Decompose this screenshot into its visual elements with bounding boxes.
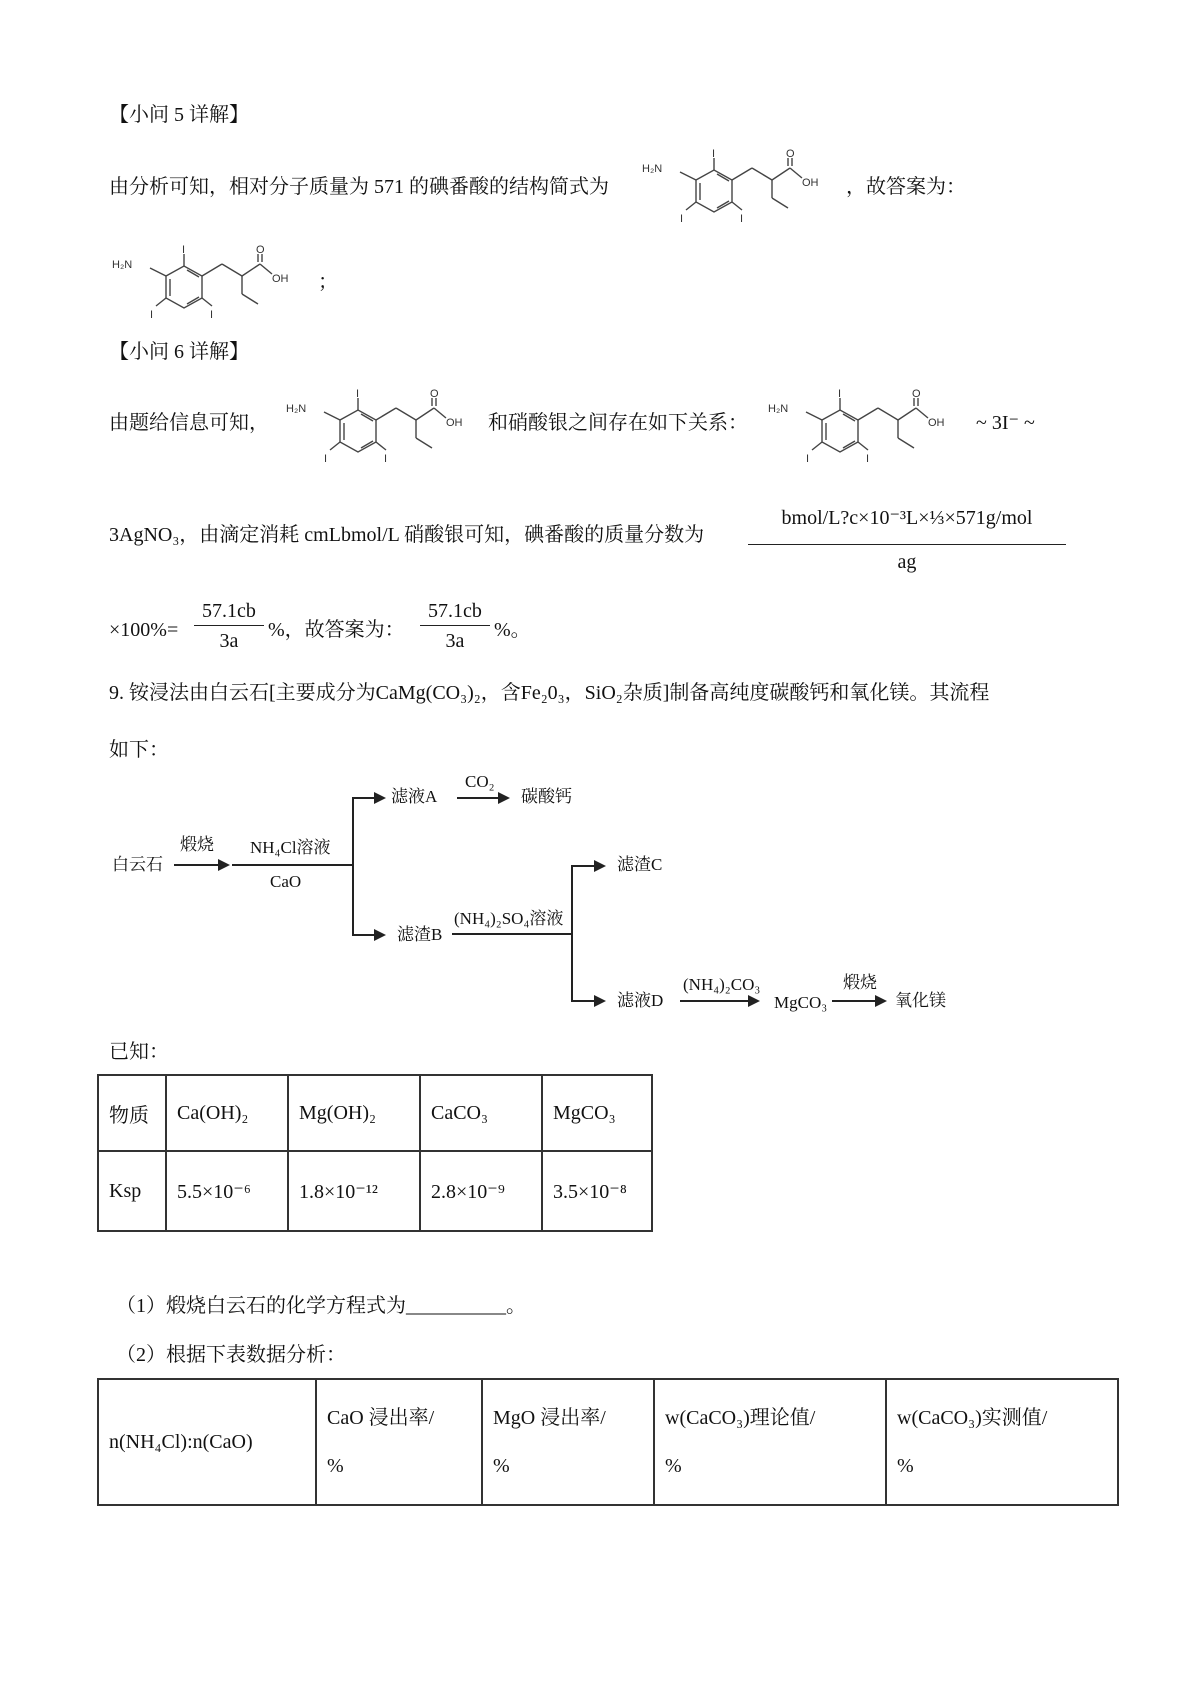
arrow-icon: [174, 864, 228, 866]
iodine-label: I: [740, 213, 744, 225]
answer-numerator: 57.1cb: [420, 600, 490, 626]
q5-heading: 【小问 5 详解】: [109, 104, 249, 126]
flow-reagent-nh4cl: NH₄Cl溶液: [250, 838, 331, 857]
flow-reagent-nh4co3: (NH₄)₂CO₃: [683, 975, 761, 994]
flow-reagent-nh4so4: (NH₄)₂SO₄溶液: [454, 909, 564, 928]
q5-text: 由分析可知，相对分子质量为 571 的碘番酸的结构简式为: [109, 176, 609, 198]
table-row: [98, 1075, 652, 1151]
iodine-label: I: [838, 388, 842, 400]
unit-label: %: [897, 1455, 914, 1477]
fraction-denominator: ag: [897, 551, 917, 573]
q6-heading: 【小问 6 详解】: [109, 341, 249, 363]
table-header: w(CaCO₃)实测值/: [897, 1407, 1048, 1429]
flow-calcine-label: 煅烧: [180, 835, 214, 854]
flow-filtrate-d: 滤液D: [617, 991, 664, 1010]
flow-branch-line: [571, 865, 573, 1002]
sub-question-2: （2）根据下表数据分析：: [116, 1344, 346, 1366]
oxygen-label: O: [256, 244, 265, 256]
table-header: 物质: [98, 1075, 166, 1151]
oxygen-label: O: [786, 148, 795, 160]
arrow-icon: [680, 1000, 758, 1002]
answer-fraction: [420, 600, 490, 653]
mass-fraction-expression: [748, 505, 1066, 574]
fraction-numerator: bmol/L?c×10⁻³L×⅓×571g/mol: [748, 505, 1066, 545]
q6-line2: 3AgNO₃，由滴定消耗 cmLbmol/L 硝酸银可知，碘番酸的质量分数为: [109, 524, 705, 546]
oxygen-label: O: [912, 388, 921, 400]
arrow-icon: [571, 865, 604, 867]
flow-calcine-label-2: 煅烧: [843, 973, 877, 992]
q6-relation: ~ 3I⁻ ~: [976, 412, 1035, 434]
table-header: CaO 浸出率/: [327, 1407, 435, 1429]
arrow-icon: [832, 1000, 885, 1002]
table-header: MgCO₃: [542, 1075, 652, 1151]
flow-co2-label: CO₂: [465, 772, 495, 791]
table-header: Mg(OH)₂: [288, 1075, 420, 1151]
amino-label: H₂N: [112, 259, 133, 271]
flow-dolomite: 白云石: [112, 855, 163, 874]
flow-caco3: 碳酸钙: [521, 787, 572, 806]
iodine-label: I: [806, 453, 810, 465]
iopanoic-acid-structure: [634, 148, 840, 226]
table-cell: 2.8×10⁻⁹: [420, 1151, 542, 1231]
oxygen-label: O: [430, 388, 439, 400]
result-numerator: 57.1cb: [194, 600, 264, 626]
table-header: MgO 浸出率/: [493, 1407, 606, 1429]
flow-reagent-cao: CaO: [270, 872, 302, 891]
table-header: n(NH₄Cl):n(CaO): [98, 1379, 316, 1505]
q9-intro2: 如下：: [109, 739, 169, 761]
arrow-icon: [571, 1000, 604, 1002]
flow-mgco3: MgCO₃: [774, 993, 828, 1012]
hydroxyl-label: OH: [272, 273, 289, 285]
hydroxyl-label: OH: [928, 417, 945, 429]
hydroxyl-label: OH: [446, 417, 463, 429]
iodine-label: I: [866, 453, 870, 465]
flow-line: [452, 933, 573, 935]
sub-question-1: （1）煅烧白云石的化学方程式为__________。: [116, 1295, 526, 1317]
iodine-label: I: [210, 309, 214, 321]
result-denominator: 3a: [219, 630, 239, 652]
q6-percent-end: %。: [494, 619, 531, 641]
flow-filtrate-a: 滤液A: [391, 787, 438, 806]
iodine-label: I: [356, 388, 360, 400]
iopanoic-acid-structure-answer: [104, 244, 310, 322]
arrow-icon: [457, 797, 508, 799]
iodine-label: I: [680, 213, 684, 225]
amino-label: H₂N: [286, 403, 307, 415]
flow-mgo: 氧化镁: [895, 991, 946, 1010]
known-label: 已知：: [109, 1041, 169, 1063]
table-cell: Ksp: [98, 1151, 166, 1231]
leaching-data-table: [97, 1378, 1119, 1506]
unit-label: %: [327, 1455, 344, 1477]
table-row: [98, 1151, 652, 1231]
amino-label: H₂N: [642, 163, 663, 175]
flow-residue-b: 滤渣B: [397, 925, 443, 944]
table-header: Ca(OH)₂: [166, 1075, 288, 1151]
result-fraction: [194, 600, 264, 653]
q6-percent-after: %，故答案为：: [268, 619, 405, 641]
table-cell: 1.8×10⁻¹²: [288, 1151, 420, 1231]
unit-label: %: [665, 1455, 682, 1477]
flow-residue-c: 滤渣C: [617, 855, 663, 874]
q6-line3-prefix: ×100%=: [109, 619, 179, 641]
iodine-label: I: [712, 148, 716, 160]
q6-text1: 由题给信息可知，: [109, 412, 269, 434]
table-cell: 3.5×10⁻⁸: [542, 1151, 652, 1231]
iopanoic-acid-structure: [760, 388, 966, 466]
table-header: w(CaCO₃)理论值/: [665, 1407, 816, 1429]
q6-text2: 和硝酸银之间存在如下关系：: [488, 412, 748, 434]
ksp-table: [97, 1074, 653, 1232]
arrow-icon: [352, 797, 384, 799]
iodine-label: I: [384, 453, 388, 465]
table-row: [98, 1379, 1118, 1505]
q5-text-after: ，故答案为：: [846, 176, 966, 198]
q9-intro: 9. 铵浸法由白云石[主要成分为CaMg(CO₃)₂，含Fe₂0₃，SiO₂杂质]制备高纯度碳酸钙和氧化镁。其流程: [109, 682, 990, 704]
iodine-label: I: [150, 309, 154, 321]
amino-label: H₂N: [768, 403, 789, 415]
table-cell: 5.5×10⁻⁶: [166, 1151, 288, 1231]
answer-denominator: 3a: [445, 630, 465, 652]
table-header: CaCO₃: [420, 1075, 542, 1151]
q5-answer-suffix: ；: [318, 271, 338, 293]
iodine-label: I: [182, 244, 186, 256]
flow-branch-line: [352, 797, 354, 936]
iodine-label: I: [324, 453, 328, 465]
flow-line: [232, 864, 353, 866]
arrow-icon: [352, 934, 384, 936]
iopanoic-acid-structure: [278, 388, 484, 466]
hydroxyl-label: OH: [802, 177, 819, 189]
unit-label: %: [493, 1455, 510, 1477]
